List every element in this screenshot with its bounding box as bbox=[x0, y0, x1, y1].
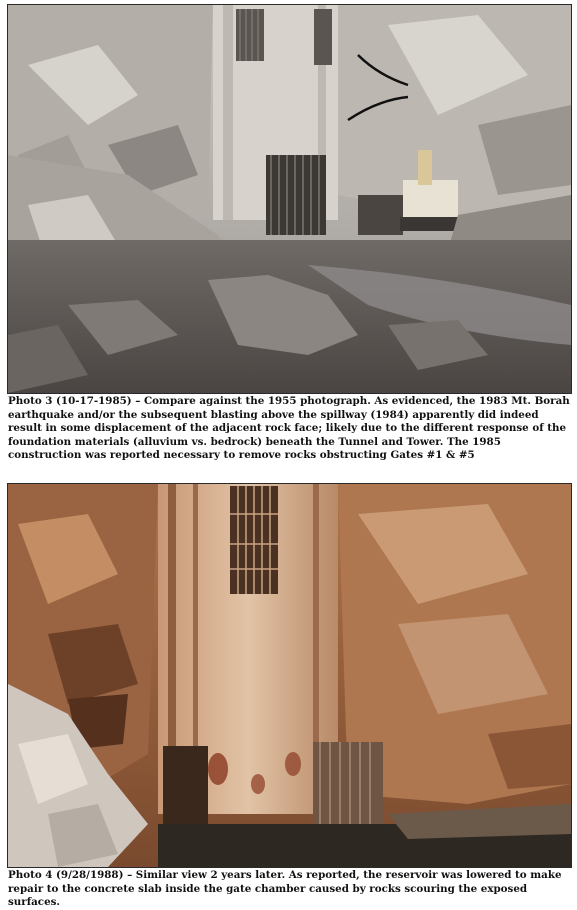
photo-3-image bbox=[7, 4, 572, 394]
photo-4-label: Photo 4 (9/28/1988) bbox=[8, 869, 124, 881]
photo-4-caption bbox=[8, 869, 574, 910]
photo-3-text: – Compare against the 1955 photograph. As evidenced, the 1983 Mt. Borah earthquake and/or the subsequent blasting above the spillway (1984) apparently did indeed result in some displacement of the adjacent rock face; likely due to the different response of the foundation materials (alluvium vs. bedrock) beneath the Tunnel and Tower. The 1985 construction was reported necessary to remove rocks obstructing Gates #1 & #5 bbox=[8, 395, 570, 462]
photo-3-caption bbox=[8, 395, 574, 463]
photo-4-text: – Similar view 2 years later. As reported, the reservoir was lowered to make repair to the concrete slab inside the gate chamber caused by rocks scouring the exposed surfaces. bbox=[8, 869, 562, 909]
photo-3-label: Photo 3 (10-17-1985) bbox=[8, 395, 132, 407]
photo-4-image bbox=[7, 483, 572, 868]
